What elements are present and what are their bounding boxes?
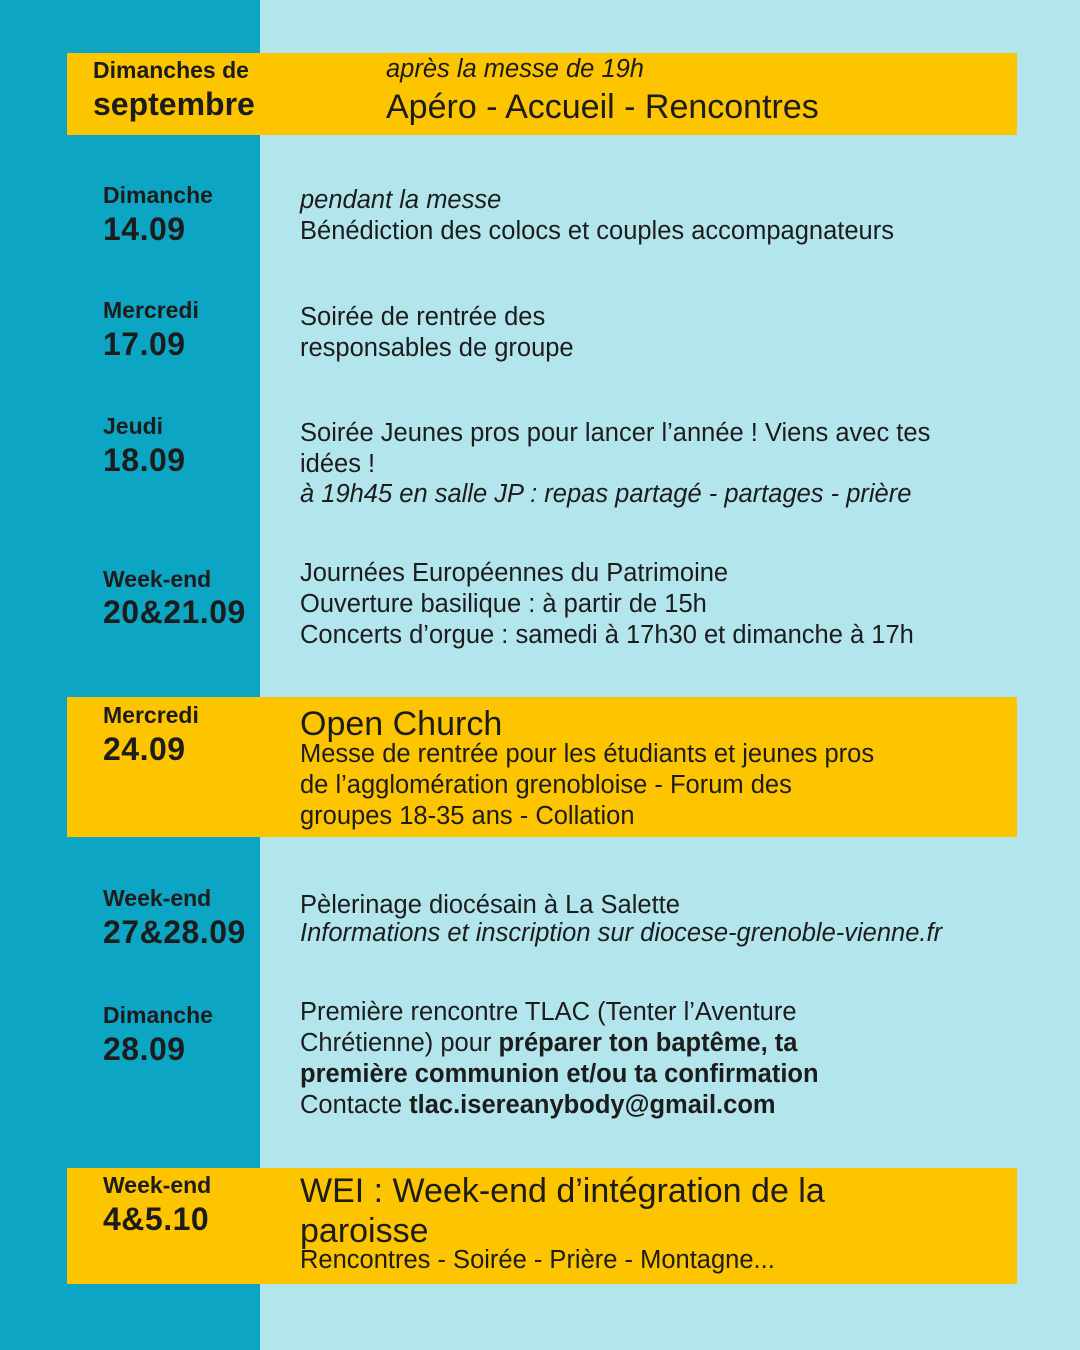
event-description (300, 558, 1060, 651)
event-line: Ouverture basilique : à partir de 15h (300, 590, 707, 618)
event-line: Journées Européennes du Patrimoine (300, 559, 729, 587)
event-description (300, 997, 1060, 1121)
event-day: Week-end (103, 1172, 212, 1198)
event-day: Week-end (103, 566, 212, 592)
event-line-part: Contacte (300, 1091, 410, 1119)
event-description (300, 703, 1060, 832)
event-title: Open Church (300, 705, 503, 743)
event-date: 27&28.09 (103, 914, 246, 950)
header-title: Apéro - Accueil - Rencontres (386, 88, 819, 126)
event-date: 17.09 (103, 326, 186, 362)
event-note: à 19h45 en salle JP : repas partagé - partages - prière (300, 480, 912, 508)
header-banner (67, 53, 1017, 135)
header-day-line2: septembre (93, 86, 255, 122)
event-description (300, 418, 1060, 509)
event-date: 14.09 (103, 211, 186, 247)
event-line-bold: première communion et/ou ta confirmation (300, 1060, 819, 1088)
event-title: paroisse (300, 1212, 429, 1250)
event-line: de l’agglomération grenobloise - Forum des (300, 771, 792, 799)
event-description (300, 1171, 1060, 1276)
event-day: Dimanche (103, 182, 213, 208)
event-line: idées ! (300, 450, 376, 478)
event-description (300, 185, 1060, 247)
event-note: pendant la messe (300, 186, 502, 214)
contact-email-link[interactable]: tlac.isereanybody@gmail.com (409, 1091, 776, 1119)
event-description (300, 890, 1060, 946)
event-line: Soirée Jeunes pros pour lancer l’année ! Viens avec tes (300, 419, 931, 447)
event-date: 18.09 (103, 442, 186, 478)
event-day: Dimanche (103, 1002, 213, 1028)
event-line: Rencontres - Soirée - Prière - Montagne... (300, 1246, 775, 1274)
header-subtitle: après la messe de 19h (386, 55, 644, 83)
event-line-part: Chrétienne) pour (300, 1029, 499, 1057)
event-title: WEI : Week-end d’intégration de la (300, 1172, 825, 1210)
event-day: Week-end (103, 885, 212, 911)
event-day: Mercredi (103, 702, 199, 728)
event-day: Jeudi (103, 413, 164, 439)
event-line-bold: préparer ton baptême, ta (498, 1029, 798, 1057)
event-line (300, 1059, 1060, 1090)
event-date: 20&21.09 (103, 594, 246, 630)
event-line: Messe de rentrée pour les étudiants et jeunes pros (300, 740, 875, 768)
event-line: Pèlerinage diocésain à La Salette (300, 891, 680, 919)
event-contact (300, 1090, 1060, 1121)
event-description (300, 302, 1060, 364)
header-day-line1: Dimanches de (93, 57, 249, 83)
event-line: responsables de groupe (300, 334, 574, 362)
event-line (300, 1028, 1060, 1059)
event-text: Bénédiction des colocs et couples accompagnateurs (300, 217, 894, 245)
event-date: 4&5.10 (103, 1201, 210, 1237)
event-line: Soirée de rentrée des (300, 303, 546, 331)
event-date: 28.09 (103, 1031, 186, 1067)
event-line: Concerts d’orgue : samedi à 17h30 et dimanche à 17h (300, 621, 914, 649)
event-date: 24.09 (103, 731, 186, 767)
event-line: Première rencontre TLAC (Tenter l’Aventure (300, 998, 797, 1026)
event-day: Mercredi (103, 297, 199, 323)
event-note: Informations et inscription sur diocese-grenoble-vienne.fr (300, 919, 943, 947)
event-line: groupes 18-35 ans - Collation (300, 802, 635, 830)
